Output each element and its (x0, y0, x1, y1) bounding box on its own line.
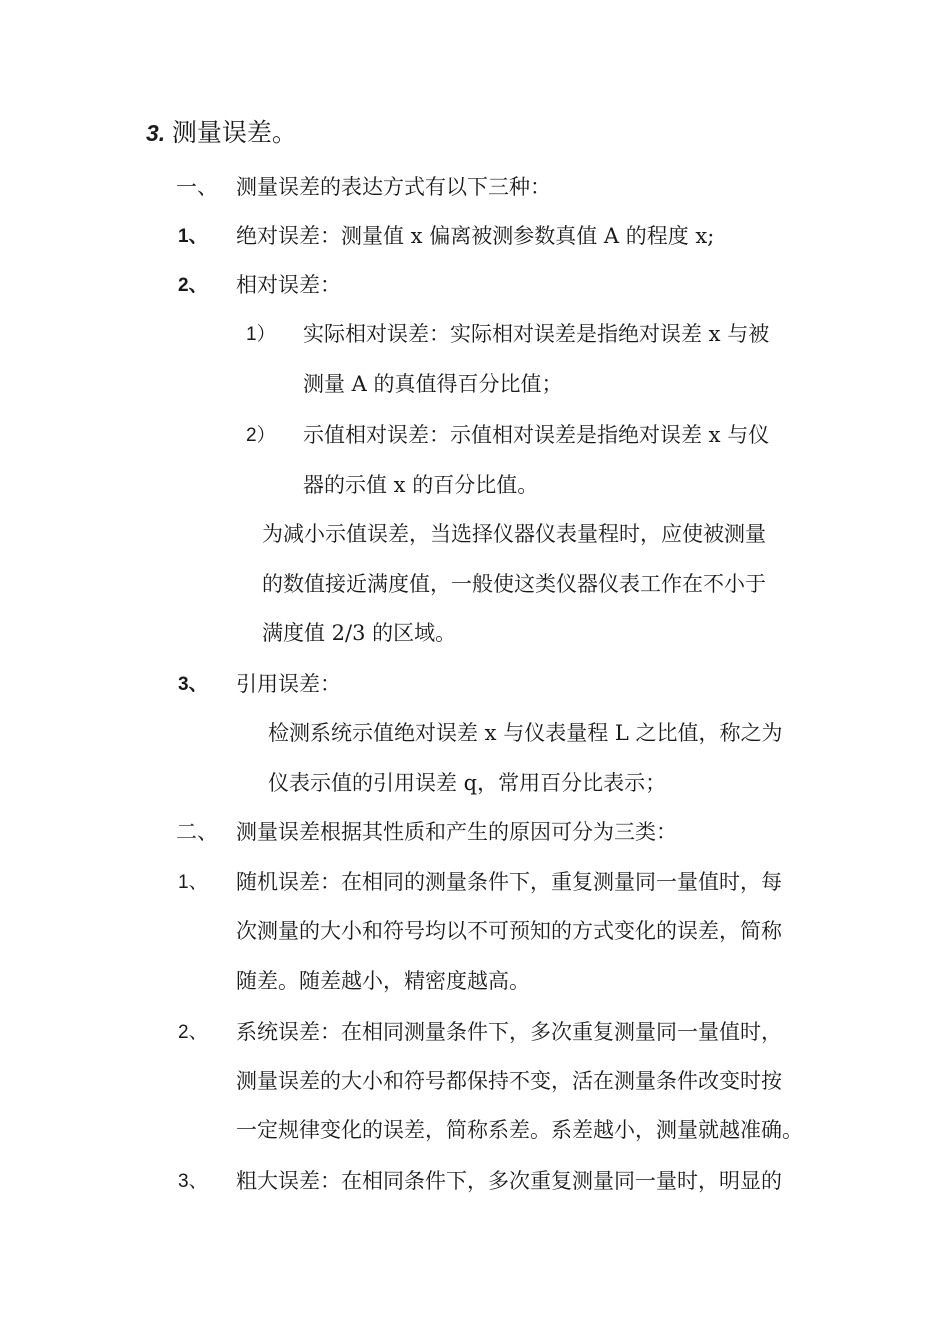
s1-item2-text: 相对误差： (236, 273, 341, 297)
document-title (146, 118, 297, 148)
s2-item1-line3: 随差。随差越小，精密度越高。 (236, 969, 530, 993)
s1-item2-sub1-marker: 1） (246, 324, 276, 345)
s2-item2-line2: 测量误差的大小和符号都保持不变，活在测量条件改变时按 (236, 1069, 782, 1093)
s2-item2-marker: 2、 (178, 1022, 208, 1043)
s1-item2-sub2-marker: 2） (246, 425, 276, 446)
s1-item1-marker: 1、 (178, 226, 208, 247)
title-number: 3. (146, 120, 166, 146)
s1-item2-sub1-line1: 实际相对误差：实际相对误差是指绝对误差 x 与被 (303, 322, 770, 346)
s2-item1-line1: 随机误差：在相同的测量条件下，重复测量同一量值时，每 (236, 870, 782, 894)
s1-item2-sub2-line2: 器的示值 x 的百分比值。 (303, 473, 539, 497)
s2-item2-line1: 系统误差：在相同测量条件下，多次重复测量同一量值时， (236, 1020, 782, 1044)
s1-item2-sub2-line1: 示值相对误差：示值相对误差是指绝对误差 x 与仪 (303, 423, 770, 447)
s2-item3-line1: 粗大误差：在相同条件下，多次重复测量同一量时，明显的 (236, 1169, 782, 1193)
s1-note-line1: 为减小示值误差，当选择仪器仪表量程时，应使被测量 (262, 522, 766, 546)
section2-heading: 测量误差根据其性质和产生的原因可分为三类： (236, 820, 677, 844)
s1-item3-marker: 3、 (178, 674, 208, 695)
s1-note-line2: 的数值接近满度值，一般使这类仪器仪表工作在不小于 (262, 572, 766, 596)
s1-note-line3: 满度值 2/3 的区域。 (262, 621, 457, 645)
s2-item2-line3: 一定规律变化的误差，简称系差。系差越小，测量就越准确。 (236, 1118, 803, 1142)
section1-marker: 一、 (176, 175, 218, 199)
section2-marker: 二、 (176, 820, 218, 844)
section1-heading: 测量误差的表达方式有以下三种： (236, 175, 551, 199)
s2-item1-line2: 次测量的大小和符号均以不可预知的方式变化的误差，简称 (236, 919, 782, 943)
s2-item3-marker: 3、 (178, 1171, 208, 1192)
s2-item1-marker: 1、 (178, 872, 208, 893)
s1-item3-line2: 仪表示值的引用误差 q，常用百分比表示； (268, 771, 667, 795)
s1-item2-marker: 2、 (178, 275, 208, 296)
s1-item3-line1: 检测系统示值绝对误差 x 与仪表量程 L 之比值，称之为 (268, 721, 783, 745)
s1-item3-text: 引用误差： (236, 672, 341, 696)
title-text: 测量误差。 (171, 118, 297, 147)
s1-item2-sub1-line2: 测量 A 的真值得百分比值； (303, 372, 563, 396)
s1-item1-text: 绝对误差：测量值 x 偏离被测参数真值 A 的程度 x; (236, 224, 715, 248)
